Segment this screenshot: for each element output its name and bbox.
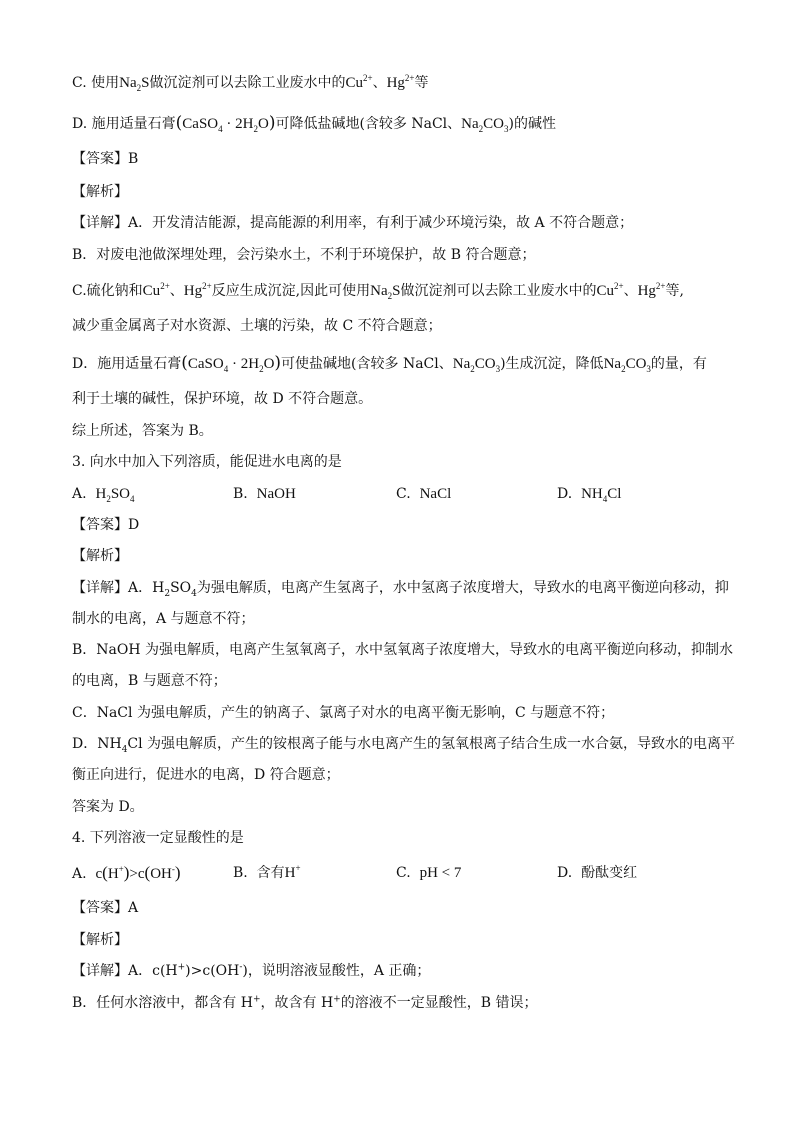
formula-gypsum: CaSO$_4$ · $2H_2O$	[182, 116, 269, 134]
q3-summary: 答案为 D。	[72, 799, 144, 815]
formula-na2s: $Na_2S$	[119, 75, 150, 93]
q2-option-d: D. 施用适量石膏(CaSO$_4$ · $2H_2O$)可降低盐碱地(含较多 NaCl、$Na_2CO_3$)的碱性	[72, 113, 556, 134]
q3-stem: 3. 向水中加入下列溶质，能促进水电离的是	[72, 454, 342, 470]
q2-detail-d: D．施用适量石膏(CaSO$_4$ · $2H_2O$)可使盐碱地(含较多 NaCl、$Na_2CO_3$)生成沉淀，降低$Na_2CO_3$的量，有	[72, 353, 707, 374]
text: D. 施用适量石膏	[72, 116, 176, 132]
q3-detail-b-line2: 的电离，B 与题意不符；	[72, 673, 227, 689]
q3-option-c: C. NaCl	[396, 486, 452, 502]
q4-option-c: C. pH < 7	[396, 865, 462, 881]
ion-hg: $Hg^{2+}$	[386, 73, 415, 91]
q4-option-b: B. 含有H+	[233, 863, 301, 881]
q2-answer: 【答案】B	[72, 151, 139, 167]
q4-stem: 4. 下列溶液一定显酸性的是	[72, 830, 244, 846]
q2-analysis-label: 【解析】	[72, 184, 128, 200]
q2-detail-a: 【详解】A．开发清洁能源，提高能源的利用率，有利于减少环境污染，故 A 不符合题意；	[72, 215, 634, 231]
q3-detail-c: C．NaCl 为强电解质，产生的钠离子、氯离子对水的电离平衡无影响，C 与题意不符；	[72, 705, 615, 721]
text: 做沉淀剂可以去除工业废水中的	[149, 75, 346, 91]
q3-option-b: B. NaOH	[233, 486, 296, 502]
q3-analysis-label: 【解析】	[72, 548, 128, 564]
q4-option-d: D. 酚酞变红	[557, 865, 638, 881]
q4-answer: 【答案】A	[72, 900, 139, 916]
q2-detail-b: B．对废电池做深埋处理，会污染水土，不利于环境保护，故 B 符合题意；	[72, 247, 536, 263]
q4-analysis-label: 【解析】	[72, 932, 128, 948]
q3-option-d: D. $NH_4Cl$	[557, 486, 622, 504]
q4-option-a: A. c(H+)>c(OH-)	[72, 863, 181, 882]
q3-detail-a: 【详解】A．$H_2SO_4$为强电解质，电离产生氢离子，水中氢离子浓度增大，导致水的电离平衡逆向移动，抑	[72, 580, 729, 599]
q3-detail-d-line2: 衡正向进行，促进水的电离，D 符合题意；	[72, 767, 340, 783]
formula-na2co3: $Na_2CO_3$	[461, 116, 509, 134]
q4-detail-b: B．任何水溶液中，都含有 H+，故含有 H+的溶液不一定显酸性，B 错误；	[72, 994, 538, 1011]
q4-detail-a: 【详解】A．c(H+)>c(OH-)，说明溶液显酸性，A 正确；	[72, 962, 431, 979]
ion-cu: $Cu^{2+}$	[345, 73, 373, 91]
q2-option-c: C. 使用$Na_2S$做沉淀剂可以去除工业废水中的$Cu^{2+}$、$Hg^{2+}$等	[72, 73, 429, 93]
q3-answer: 【答案】D	[72, 517, 140, 533]
q3-detail-d: D．$NH_4Cl$ 为强电解质，产生的铵根离子能与水电离产生的氢氧根离子结合生成一水合氨，导致水的电离平	[72, 736, 736, 755]
q2-summary: 综上所述，答案为 B。	[72, 423, 213, 439]
q2-detail-c-line2: 减少重金属离子对水资源、土壤的污染，故 C 不符合题意；	[72, 318, 442, 334]
q2-detail-c: C.硫化钠和$Cu^{2+}$、$Hg^{2+}$反应生成沉淀,因此可使用$Na_2S$做沉淀剂可以去除工业废水中的$Cu^{2+}$、$Hg^{2+}$等,	[72, 281, 684, 301]
q3-detail-a-line2: 制水的电离，A 与题意不符；	[72, 611, 255, 627]
q2-detail-d-line2: 利于土壤的碱性，保护环境，故 D 不符合题意。	[72, 391, 373, 407]
q3-detail-b: B．NaOH 为强电解质，电离产生氢氧离子，水中氢氧离子浓度增大，导致水的电离平衡逆向移动，抑制水	[72, 642, 734, 658]
text: C. 使用	[72, 75, 120, 91]
q3-option-a: A. $H_2SO_4$	[72, 486, 135, 504]
